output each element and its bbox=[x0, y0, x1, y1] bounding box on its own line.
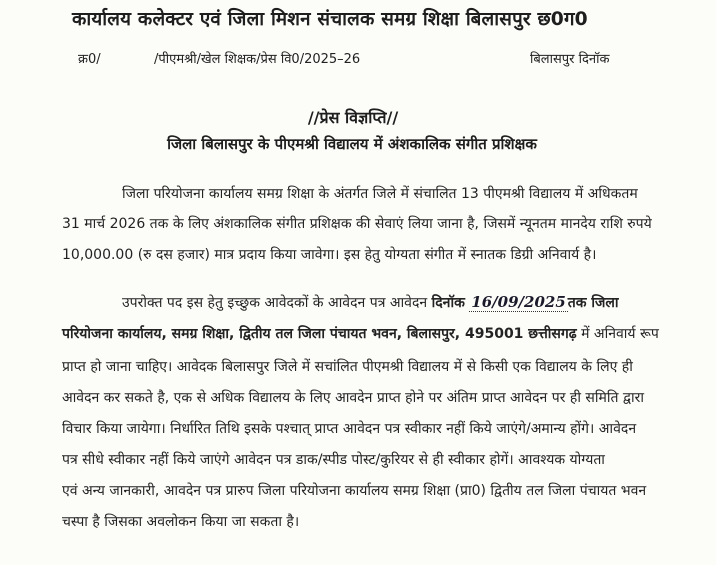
notice-subject-text: जिला बिलासपुर के पीएमश्री विद्यालय में अंशकालिक संगीत प्रशिक्षक bbox=[167, 135, 537, 153]
paragraph-2-line-6: पत्र सीधे स्वीकार नहीं किये जाएंगे आवेदन पत्र डाक/स्पीड पोस्ट/कुरियर से ही स्वीकार होगें। आवश्यक योग्यता bbox=[62, 452, 605, 468]
deadline-suffix: तक जिला bbox=[567, 295, 619, 311]
paragraph-2-line-7: एवं अन्य जानकारी, आवदेन पत्र प्रारुप जिला परियोजना कार्यालय समग्र शिक्षा (प्रा0) द्वितीय तल जिला पंचायत भवन bbox=[62, 483, 647, 499]
paragraph-2-line-4: आवेदन कर सकते है, एक से अधिक विद्यालय के लिए आवदेन प्राप्त होने पर अंतिम प्राप्त आवेदन पर ही समिति द्वारा bbox=[62, 390, 644, 406]
paragraph-2-line-2-tail: में अनिवार्य रूप bbox=[581, 326, 659, 342]
paragraph-2-line-8: चस्पा है जिसका अवलोकन किया जा सकता है। bbox=[62, 514, 300, 530]
paragraph-2-line-3: प्राप्त हो जाना चाहिए। आवेदक बिलासपुर जिले में सचांलित पीएमश्री विद्यालय में से किसी एक विद्यालय के लिए ही bbox=[62, 359, 633, 375]
paragraph-2-line-1-text: उपरोक्त पद इस हेतु इच्छुक आवेदकों के आवेदन पत्र आवेदन bbox=[122, 295, 428, 311]
office-address: परियोजना कार्यालय, समग्र शिक्षा, द्वितीय तल जिला पंचायत भवन, बिलासपुर, 495001 छत्तीसगढ़ bbox=[62, 326, 577, 342]
deadline-date-label: दिनॉक bbox=[431, 295, 465, 311]
office-header-title: कार्यालय कलेक्टर एवं जिला मिशन संचालक समग्र शिक्षा बिलासपुर छ0ग0 bbox=[72, 9, 588, 30]
paragraph-1-line-3: 10,000.00 (रु दस हजार) मात्र प्रदाय किया जावेगा। इस हेतु योग्यता संगीत में स्नातक डिग्री अनिवार्य है। bbox=[62, 247, 597, 263]
deadline-date-handwritten: 16/09/2025 bbox=[471, 293, 566, 311]
notice-subject bbox=[0, 134, 716, 154]
paragraph-2-line-1 bbox=[122, 293, 619, 312]
paragraph-1-line-1: जिला परियोजना कार्यालय समग्र शिक्षा के अंतर्गत जिले में संचालित 13 पीएमश्री विद्यालय में अधिकतम bbox=[122, 186, 638, 202]
press-release-heading bbox=[0, 106, 716, 128]
paragraph-2-line-2 bbox=[62, 324, 659, 343]
press-release-heading-text: //प्रेस विज्ञप्ति// bbox=[307, 108, 399, 127]
reference-number-code: /पीएमश्री/खेल शिक्षक/प्रेस वि0/2025–26 bbox=[154, 52, 361, 67]
paragraph-2-line-5: विचार किया जायेगा। निर्धारित तिथि इसके पश्चात् प्राप्त आवेदन पत्र स्वीकार नहीं किये जाएंगे/अमान्य होंगे। आवेदन bbox=[62, 421, 637, 437]
paragraph-1-line-2: 31 मार्च 2026 तक के लिए अंशकालिक संगीत प्रशिक्षक की सेवाएं लिया जाना है, जिसमें न्यूनतम मानदेय राशि रुपये bbox=[62, 216, 652, 232]
place-date-label: बिलासपुर दिनॉक bbox=[530, 52, 610, 67]
reference-number-prefix: क्र0/ bbox=[78, 52, 101, 67]
